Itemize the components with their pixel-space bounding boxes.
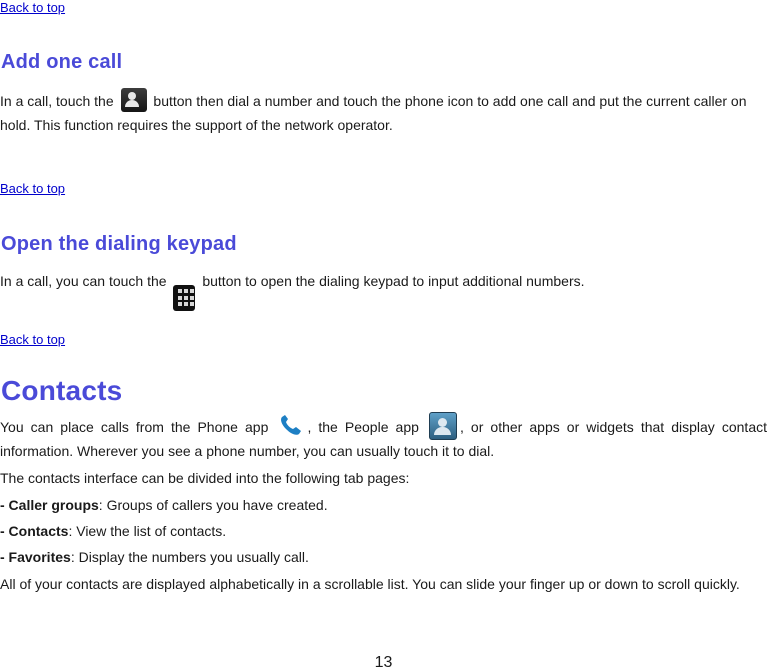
keypad-line-1 [0,272,585,311]
contacts-tabs-intro: The contacts interface can be divided into the following tab pages: [0,470,410,486]
tab-item-label: - Caller groups [0,497,99,513]
tab-item-desc: : Groups of callers you have created. [98,497,328,513]
tab-item-label: - Favorites [0,549,71,565]
section-title-add-call: Add one call [1,51,123,73]
back-to-top-link[interactable]: Back to top [0,0,66,15]
add-contact-icon [121,88,147,112]
tab-item-label: - Contacts [0,523,69,539]
back-to-top-link[interactable]: Back to top [0,181,66,196]
section-title-keypad: Open the dialing keypad [1,233,237,255]
back-to-top-link[interactable]: Back to top [0,332,66,347]
tab-item-caller-groups [0,496,328,514]
contacts-intro-line-2: information. Wherever you see a phone number, you can usually touch it to dial. [0,443,495,459]
contacts-text-b: , the People app [307,419,419,435]
people-app-icon [429,412,457,440]
add-call-text-before: In a call, touch the [0,93,114,109]
tab-item-favorites [0,548,309,566]
dialpad-icon [173,285,195,311]
page-number: 13 [374,654,393,671]
add-call-line-2: hold. This function requires the support of the network operator. [0,117,393,133]
contacts-intro-line-1 [0,412,767,440]
add-call-line-1 [0,88,747,112]
add-call-text-after: button then dial a number and touch the phone icon to add one call and put the current caller on [153,93,747,109]
keypad-text-before: In a call, you can touch the [0,273,167,289]
tab-item-desc: : Display the numbers you usually call. [70,549,309,565]
tab-item-desc: : View the list of contacts. [68,523,227,539]
tab-item-contacts [0,522,226,540]
contacts-text-a: You can place calls from the Phone app [0,419,269,435]
contacts-text-c: , or other apps or widgets that display contact [459,419,767,435]
contacts-scroll-note: All of your contacts are displayed alphabetically in a scrollable list. You can slide your finger up or down to scroll quickly. [0,576,740,592]
section-title-contacts: Contacts [1,375,123,406]
keypad-text-after: button to open the dialing keypad to input additional numbers. [202,273,585,289]
phone-handset-icon [278,414,304,438]
